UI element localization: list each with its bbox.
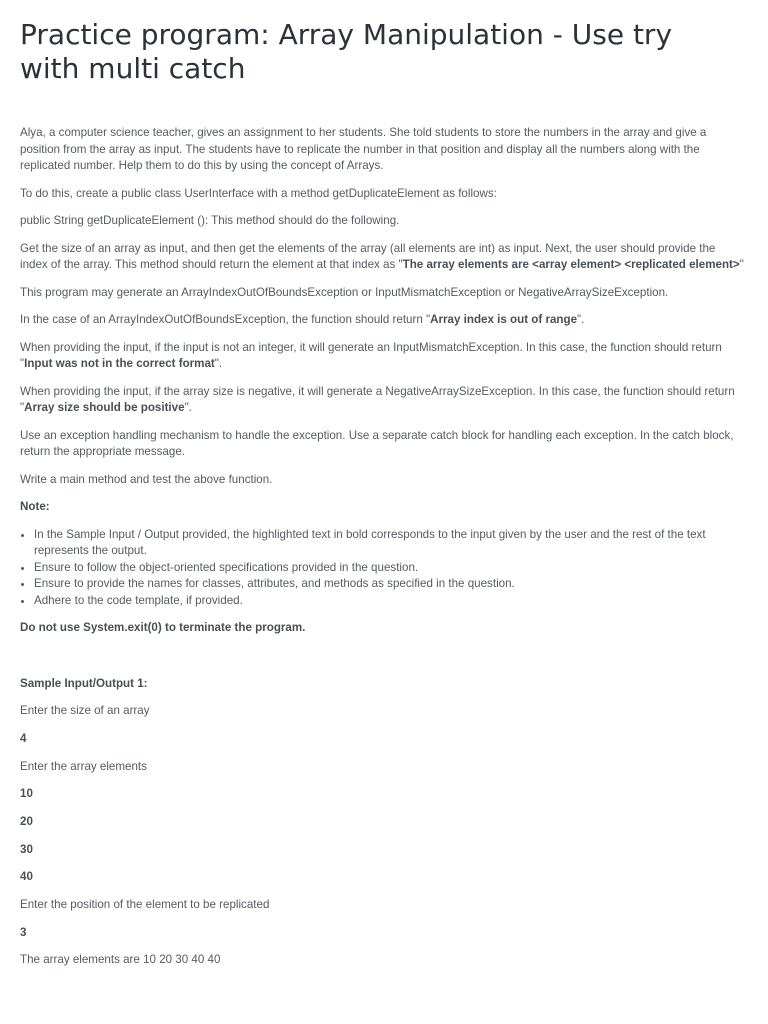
sample-output: The array elements are 10 20 30 40 40 (20, 953, 221, 967)
note-label-text: Note: (20, 500, 50, 513)
sample-prompt-size: Enter the size of an array (20, 704, 150, 718)
note-label (20, 499, 746, 516)
sample-element-value: 30 (20, 842, 33, 856)
note-item: • In the Sample Input / Output provided, the highlighted text in bold corresponds to the input given by the user and the rest of the text represents the output. (34, 527, 746, 560)
get-size-text: Get the size of an array as input, and then get the elements of the array (all elements are int) as input. Next, the user should provide the index of the array. This method should return the element at that index as " (20, 241, 716, 271)
problem-description (20, 125, 746, 980)
sample-prompt-elements: Enter the array elements (20, 759, 147, 773)
sample-element-value: 20 (20, 814, 33, 828)
may-generate-paragraph: This program may generate an ArrayIndexOutOfBoundsException or InputMismatchException or NegativeArraySizeException. (20, 285, 669, 299)
no-exit-paragraph (20, 620, 746, 637)
sample-input-element (20, 842, 746, 859)
negative-case-end: ". (184, 401, 192, 414)
sample-size-value: 4 (20, 731, 27, 745)
get-size-bold: The array elements are <array element> <replicated element> (402, 258, 740, 271)
negative-case-text: When providing the input, if the array size is negative, it will generate a NegativeArraySizeException. In this case, the function should return " (20, 384, 735, 414)
page-title: Practice program: Array Manipulation - Use try with multi catch (20, 18, 673, 85)
index-case-bold: Array index is out of range (430, 313, 578, 326)
sample-heading-text: Sample Input/Output 1: (20, 676, 148, 690)
mismatch-case-text: When providing the input, if the input is not an integer, it will generate an InputMismatchException. In this case, the function should return " (20, 340, 722, 370)
note-item: • Ensure to follow the object-oriented specifications provided in the question. (34, 560, 746, 577)
get-size-paragraph (20, 241, 746, 274)
sample-element-value: 40 (20, 870, 33, 884)
index-case-end: ". (577, 313, 585, 326)
mismatch-case-end: ". (214, 357, 223, 370)
create-class-paragraph: To do this, create a public class UserInterface with a method getDuplicateElement as follows: (20, 186, 497, 200)
sample-io (20, 676, 746, 969)
negative-case-bold: Array size should be positive (24, 401, 185, 414)
sample-input-element (20, 786, 746, 803)
handling-paragraph: Use an exception handling mechanism to handle the exception. Use a separate catch block for handling each exception. In the catch block, return the appropriate message. (20, 428, 734, 458)
sample-input-size (20, 731, 746, 748)
section-spacer (20, 648, 746, 676)
mismatch-case-bold: Input was not in the correct format (24, 357, 215, 370)
sample-element-value: 10 (20, 787, 33, 801)
method-signature: public String getDuplicateElement (): This method should do the following. (20, 214, 400, 227)
intro-paragraph: Alya, a computer science teacher, gives an assignment to her students. She told students to store the numbers in the array and give a position from the array as input. The students have to replicate the number in that position and display all the numbers along with the replicated number. Help them to do this by using the concept of Arrays. (20, 126, 707, 172)
sample-position-value: 3 (20, 925, 27, 939)
no-exit-text: Do not use System.exit(0) to terminate the program. (20, 621, 306, 634)
note-item: • Ensure to provide the names for classes, attributes, and methods as specified in the question. (34, 576, 746, 593)
index-case-paragraph (20, 312, 746, 329)
sample-input-position (20, 925, 746, 942)
sample-prompt-position: Enter the position of the element to be replicated (20, 898, 270, 911)
mismatch-case-paragraph (20, 340, 746, 373)
negative-case-paragraph (20, 384, 746, 417)
main-method-paragraph: Write a main method and test the above function. (20, 472, 273, 486)
sample-input-element (20, 814, 746, 831)
get-size-end: " (739, 258, 744, 271)
notes-list (20, 527, 746, 610)
note-item: • Adhere to the code template, if provided. (34, 593, 746, 610)
sample-heading (20, 676, 746, 693)
sample-input-element (20, 869, 746, 886)
index-case-text: In the case of an ArrayIndexOutOfBoundsException, the function should return " (20, 313, 431, 326)
